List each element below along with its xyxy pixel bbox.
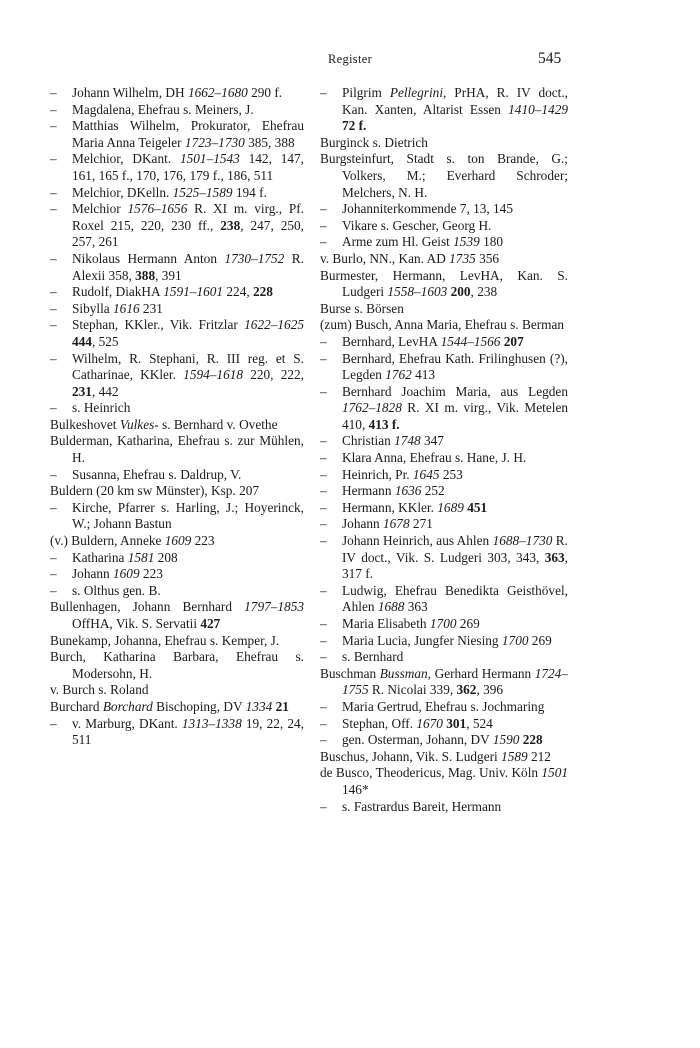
entry-text: Buschman <box>320 665 380 681</box>
entry-text: Klara Anna, Ehefrau s. Hane, J. H. <box>342 450 527 466</box>
entry-text: 271 <box>409 516 433 532</box>
index-subentry <box>320 583 568 616</box>
index-entry <box>50 633 304 650</box>
entry-dash: – <box>320 483 327 499</box>
index-subentry <box>320 533 568 583</box>
entry-text: 290 f. <box>247 85 283 100</box>
entry-bold-ref: 200 <box>450 284 471 300</box>
index-entry <box>320 765 568 798</box>
entry-bold-ref: 427 <box>200 616 221 631</box>
entry-italic-text: 1334 <box>245 698 273 714</box>
index-column-right <box>320 85 568 815</box>
entry-text: 413 <box>411 367 436 383</box>
entry-text: 253 <box>439 466 463 482</box>
entry-text: R. IV doct., Vik. S. Ludgeri 303, 343, <box>342 533 568 565</box>
index-subentry <box>320 201 568 218</box>
entry-text: , 247, 250, 257, 261 <box>72 217 305 250</box>
entry-text: Johann Heinrich, aus Ahlen <box>342 533 493 549</box>
entry-text: Bischoping, DV <box>152 698 246 714</box>
entry-dash: – <box>50 101 57 117</box>
entry-italic-text: 1594–1618 <box>183 367 244 383</box>
entry-text: Hermann <box>342 483 395 499</box>
index-subentry <box>320 433 568 450</box>
entry-italic-text: 1589 <box>501 748 528 764</box>
entry-bold-ref: 413 f. <box>368 416 400 432</box>
entry-text: Stephan, Off. <box>342 715 417 731</box>
entry-text: Magdalena, Ehefrau s. Meiners, J. <box>72 101 254 117</box>
entry-text: , 524 <box>466 715 493 731</box>
entry-text: Johann Wilhelm, DH <box>72 85 188 100</box>
entry-dash: – <box>320 201 327 217</box>
entry-bold-ref: 72 f. <box>342 118 367 134</box>
entry-text: Burmester, Hermann, LevHA, Kan. S. Ludgeri <box>320 267 568 300</box>
entry-dash: – <box>320 632 327 648</box>
entry-dash: – <box>50 400 57 416</box>
entry-bold-ref: 388 <box>135 267 156 283</box>
entry-italic-text: 1748 <box>394 433 421 449</box>
entry-dash: – <box>320 499 327 515</box>
entry-text: 347 <box>420 433 444 449</box>
entry-dash: – <box>50 466 57 482</box>
entry-italic-text: 1689 <box>437 499 464 515</box>
index-subentry <box>320 633 568 650</box>
entry-dash: – <box>50 151 57 167</box>
index-column-left <box>50 85 304 749</box>
entry-text: Christian <box>342 433 395 449</box>
entry-text: , 238 <box>470 284 498 300</box>
entry-italic-text: 1797–1853 <box>244 599 304 615</box>
index-subentry <box>50 400 304 417</box>
entry-text: (zum) Busch, Anna Maria, Ehefrau s. Berman <box>320 317 565 333</box>
entry-dash: – <box>50 250 57 266</box>
index-subentry <box>50 301 304 318</box>
entry-dash: – <box>50 118 57 134</box>
entry-text: , 317 f. <box>342 549 568 582</box>
entry-bold-ref: 451 <box>467 499 488 515</box>
entry-dash: – <box>320 466 327 482</box>
entry-dash: – <box>50 317 57 333</box>
entry-text: Johanniterkommende 7, 13, 145 <box>342 201 513 217</box>
entry-text: Vikare s. Gescher, Georg H. <box>342 217 492 233</box>
entry-text: s. Olthus gen. B. <box>72 582 161 598</box>
index-entry <box>320 301 568 318</box>
index-subentry <box>50 550 304 567</box>
entry-bold-ref: 238 <box>220 217 241 233</box>
entry-italic-text: 1700 <box>501 632 529 648</box>
index-subentry <box>320 649 568 666</box>
entry-italic-text: 1410–1429 <box>508 101 568 117</box>
index-subentry <box>50 185 304 202</box>
entry-bold-ref: 363 <box>544 549 565 565</box>
entry-italic-text: 1590 <box>492 732 520 748</box>
entry-text: Katharina <box>72 549 128 565</box>
entry-bold-ref: 444 <box>72 333 92 349</box>
entry-italic-text: 1645 <box>412 466 440 482</box>
entry-dash: – <box>50 566 57 582</box>
entry-text: 269 <box>456 616 480 631</box>
entry-text: Melchior <box>72 201 128 217</box>
entry-text: Bullenhagen, Johann Bernhard <box>50 599 245 615</box>
entry-italic-text: 1622–1625 <box>244 317 304 333</box>
entry-text: , 396 <box>476 682 504 698</box>
entry-text: Bernhard, Ehefrau Kath. Frilinghusen (?), Legden <box>342 350 568 383</box>
entry-text: v. Burlo, NN., Kan. AD <box>320 250 450 266</box>
entry-text: Buschus, Johann, Vik. S. Ludgeri <box>320 748 502 764</box>
index-subentry <box>50 284 304 301</box>
entry-text: 146* <box>342 781 369 797</box>
index-subentry <box>320 467 568 484</box>
entry-text: R. XI m. virg., Vik. Metelen 410, <box>342 400 568 432</box>
entry-dash: – <box>320 450 327 466</box>
entry-italic-text: 1700 <box>429 616 457 631</box>
entry-italic-text: 1576–1656 <box>127 201 188 217</box>
entry-italic-text: 1723–1730 <box>184 134 245 150</box>
entry-text: Arme zum Hl. Geist <box>342 234 454 250</box>
entry-dash: – <box>50 350 57 366</box>
entry-text: 180 <box>479 234 504 250</box>
entry-italic-text: 1762 <box>385 367 412 383</box>
entry-italic-text: 1539 <box>453 234 480 250</box>
entry-text: Matthias Wilhelm, Prokurator, Ehefrau Maria Anna Teigeler <box>72 118 304 150</box>
index-entry <box>320 268 568 301</box>
entry-italic-text: 1735 <box>449 250 476 266</box>
index-subentry <box>50 151 304 184</box>
index-subentry <box>50 118 304 151</box>
entry-italic-text: 1609 <box>164 533 192 549</box>
entry-text: OffHA, Vik. S. Servatii <box>72 616 201 631</box>
entry-dash: – <box>50 300 57 316</box>
entry-text: 385, 388 <box>244 134 295 150</box>
entry-text: , 442 <box>91 383 119 399</box>
entry-italic-text: 1688–1730 <box>492 533 553 549</box>
entry-italic-text: 1616 <box>113 300 140 316</box>
entry-text: Bernhard Joachim Maria, aus Legden <box>342 383 568 399</box>
entry-dash: – <box>320 333 327 349</box>
entry-dash: – <box>320 234 327 250</box>
entry-text: Kirche, Pfarrer s. Harling, J.; Hoyerinck, W.; Johann Bastun <box>72 499 304 532</box>
entry-text: 252 <box>421 483 445 499</box>
entry-dash: – <box>50 549 57 565</box>
entry-italic-text: 1525–1589 <box>172 184 233 200</box>
entry-bold-ref: 207 <box>503 333 524 349</box>
page-number: 545 <box>538 50 562 67</box>
entry-italic-text: 1724–1755 <box>342 665 568 698</box>
entry-text: Johann <box>342 516 383 532</box>
entry-text: Melchior, DKelln. <box>72 184 173 200</box>
entry-text: Ludwig, Ehefrau Benedikta Geisthövel, Ahlen <box>342 582 568 615</box>
index-subentry <box>320 483 568 500</box>
index-subentry <box>50 467 304 484</box>
entry-text: Buldern (20 km sw Münster), Ksp. 207 <box>50 483 260 499</box>
index-entry <box>50 433 304 466</box>
index-subentry <box>50 102 304 119</box>
entry-dash: – <box>50 284 57 300</box>
entry-text: Sibylla <box>72 300 114 316</box>
entry-text: Bunekamp, Johanna, Ehefrau s. Kemper, J. <box>50 632 280 648</box>
index-entry <box>50 649 304 682</box>
entry-text: R. Nicolai 339, <box>368 682 457 698</box>
entry-dash: – <box>50 85 57 100</box>
entry-text: 224, <box>223 284 253 300</box>
entry-bold-ref: 362 <box>456 682 477 698</box>
entry-text: 220, 222, <box>243 367 304 383</box>
index-entry <box>320 317 568 334</box>
entry-text: 223 <box>191 533 215 549</box>
index-subentry <box>320 351 568 384</box>
index-entry <box>50 483 304 500</box>
entry-text: Bulderman, Katharina, Ehefrau s. zur Mühlen, H. <box>50 433 304 466</box>
index-subentry <box>320 384 568 434</box>
entry-text: s. Bernhard <box>342 649 404 665</box>
entry-italic-text: 1662–1680 <box>187 85 248 100</box>
entry-text: Bernhard, LevHA <box>342 333 441 349</box>
entry-text: Burgsteinfurt, Stadt s. ton Brande, G.; Volkers, M.; Everhard Schroder; Melchers, N. H. <box>320 151 568 200</box>
entry-italic-text: 1636 <box>394 483 422 499</box>
entry-text: , 525 <box>91 333 119 349</box>
entry-dash: – <box>320 217 327 233</box>
entry-dash: – <box>50 184 57 200</box>
entry-dash: – <box>50 715 57 731</box>
entry-italic-text: 1678 <box>383 516 410 532</box>
entry-dash: – <box>50 582 57 598</box>
entry-text: Heinrich, Pr. <box>342 466 413 482</box>
index-entry <box>320 151 568 201</box>
entry-text: gen. Osterman, Johann, DV <box>342 732 493 748</box>
entry-italic-text: 1581 <box>127 549 155 565</box>
entry-text: Burse s. Börsen <box>320 300 404 316</box>
entry-text: Stephan, KKler., Vik. Fritzlar <box>72 317 245 333</box>
entry-text: s. Heinrich <box>72 400 131 416</box>
entry-italic-text: Bussman <box>379 665 428 681</box>
index-subentry <box>320 616 568 633</box>
index-subentry <box>50 351 304 401</box>
entry-dash: – <box>320 732 327 748</box>
index-entry <box>50 699 304 716</box>
entry-italic-text: Vulkes- <box>119 416 159 432</box>
entry-text: 231 <box>139 300 163 316</box>
entry-dash: – <box>320 350 327 366</box>
entry-text: Pilgrim <box>342 85 390 100</box>
entry-bold-ref: 21 <box>275 698 289 714</box>
entry-text: Maria Lucia, Jungfer Niesing <box>342 632 502 648</box>
entry-text: 194 f. <box>232 184 267 200</box>
running-head: Register <box>327 52 373 66</box>
entry-text: Rudolf, DiakHA <box>72 284 164 300</box>
entry-dash: – <box>320 582 327 598</box>
index-entry <box>50 599 304 632</box>
entry-italic-text: 1558–1603 <box>387 284 448 300</box>
entry-italic-text: Borchard <box>102 698 153 714</box>
index-entry <box>320 749 568 766</box>
entry-text: v. Burch s. Roland <box>50 682 149 698</box>
entry-italic-text: 1762–1828 <box>342 400 402 416</box>
index-subentry <box>50 251 304 284</box>
entry-dash: – <box>320 698 327 714</box>
entry-dash: – <box>320 383 327 399</box>
entry-dash: – <box>320 649 327 665</box>
entry-dash: – <box>320 616 327 631</box>
index-entry <box>50 417 304 434</box>
index-subentry <box>320 699 568 716</box>
entry-text: Bulkeshovet <box>50 416 120 432</box>
entry-italic-text: 1730–1752 <box>224 250 285 266</box>
entry-text: Burginck s. Dietrich <box>320 134 428 150</box>
index-subentry <box>50 500 304 533</box>
index-subentry <box>320 218 568 235</box>
entry-bold-ref: 228 <box>522 732 543 748</box>
index-entry <box>50 682 304 699</box>
index-subentry <box>320 500 568 517</box>
entry-text: Melchior, DKant. <box>72 151 180 167</box>
entry-dash: – <box>320 433 327 449</box>
index-entry <box>50 533 304 550</box>
entry-dash: – <box>320 85 327 100</box>
entry-text: Johann <box>72 566 113 582</box>
entry-italic-text: 1501 <box>541 765 568 781</box>
entry-dash: – <box>320 533 327 549</box>
entry-text: Wilhelm, R. Stephani, R. III reg. et S. Catharinae, KKler. <box>72 350 304 383</box>
entry-text: Nikolaus Hermann Anton <box>72 250 225 266</box>
index-subentry <box>320 799 568 816</box>
entry-italic-text: 1688 <box>377 599 405 615</box>
entry-dash: – <box>50 499 57 515</box>
entry-text: R. XI m. virg., Pf. Roxel 215, 220, 230 ff., <box>72 201 304 233</box>
index-subentry <box>320 716 568 733</box>
entry-text: Maria Elisabeth <box>342 616 430 631</box>
index-subentry <box>50 716 304 749</box>
entry-italic-text: 1313–1338 <box>181 715 242 731</box>
entry-text: Burch, Katharina Barbara, Ehefrau s. Modersohn, H. <box>50 649 304 681</box>
entry-text: , 391 <box>155 267 182 283</box>
entry-dash: – <box>320 516 327 532</box>
entry-text: v. Marburg, DKant. <box>72 715 182 731</box>
entry-dash: – <box>320 798 327 814</box>
entry-text: R. Alexii 358, <box>72 250 304 283</box>
entry-text: , PrHA, R. IV doct., Kan. Xanten, Altarist Essen <box>342 85 568 117</box>
entry-dash: – <box>50 201 57 217</box>
entry-text: 363 <box>404 599 428 615</box>
index-subentry <box>320 234 568 251</box>
entry-italic-text: 1609 <box>113 566 140 582</box>
entry-italic-text: 1501–1543 <box>179 151 240 167</box>
entry-text: , Gerhard Hermann <box>427 665 535 681</box>
entry-bold-ref: 228 <box>253 284 273 300</box>
index-entry <box>320 666 568 699</box>
index-subentry <box>50 583 304 600</box>
entry-italic-text: Pellegrini <box>389 85 444 100</box>
entry-text: 356 <box>475 250 500 266</box>
index-subentry <box>320 516 568 533</box>
entry-text: (v.) Buldern, Anneke <box>50 533 165 549</box>
entry-text: s. Fastrardus Bareit, Hermann <box>342 798 502 814</box>
entry-text: Hermann, KKler. <box>342 499 438 515</box>
index-subentry <box>50 317 304 350</box>
entry-text: 208 <box>154 549 178 565</box>
entry-bold-ref: 301 <box>446 715 467 731</box>
entry-dash: – <box>320 715 327 731</box>
entry-italic-text: 1544–1566 <box>440 333 501 349</box>
entry-bold-ref: 231 <box>72 383 92 399</box>
entry-text: Burchard <box>50 698 103 714</box>
index-subentry <box>50 201 304 251</box>
entry-text: 19, 22, 24, 511 <box>72 715 304 748</box>
entry-text: 212 <box>527 748 551 764</box>
entry-italic-text: 1591–1601 <box>163 284 224 300</box>
index-subentry <box>50 566 304 583</box>
entry-text: 269 <box>528 632 552 648</box>
entry-text: Maria Gertrud, Ehefrau s. Jochmaring <box>342 698 545 714</box>
index-subentry <box>320 732 568 749</box>
index-entry <box>320 135 568 152</box>
entry-text: 223 <box>139 566 163 582</box>
index-subentry <box>320 450 568 467</box>
entry-text: Susanna, Ehefrau s. Daldrup, V. <box>72 466 242 482</box>
entry-text: s. Bernhard v. Ovethe <box>158 416 278 432</box>
entry-italic-text: 1670 <box>416 715 443 731</box>
index-subentry <box>50 85 304 102</box>
entry-text: 142, 147, 161, 165 f., 170, 176, 179 f., 186, 511 <box>72 151 304 183</box>
entry-text: de Busco, Theodericus, Mag. Univ. Köln <box>320 765 542 781</box>
index-subentry <box>320 85 568 135</box>
index-subentry <box>320 334 568 351</box>
index-entry <box>320 251 568 268</box>
